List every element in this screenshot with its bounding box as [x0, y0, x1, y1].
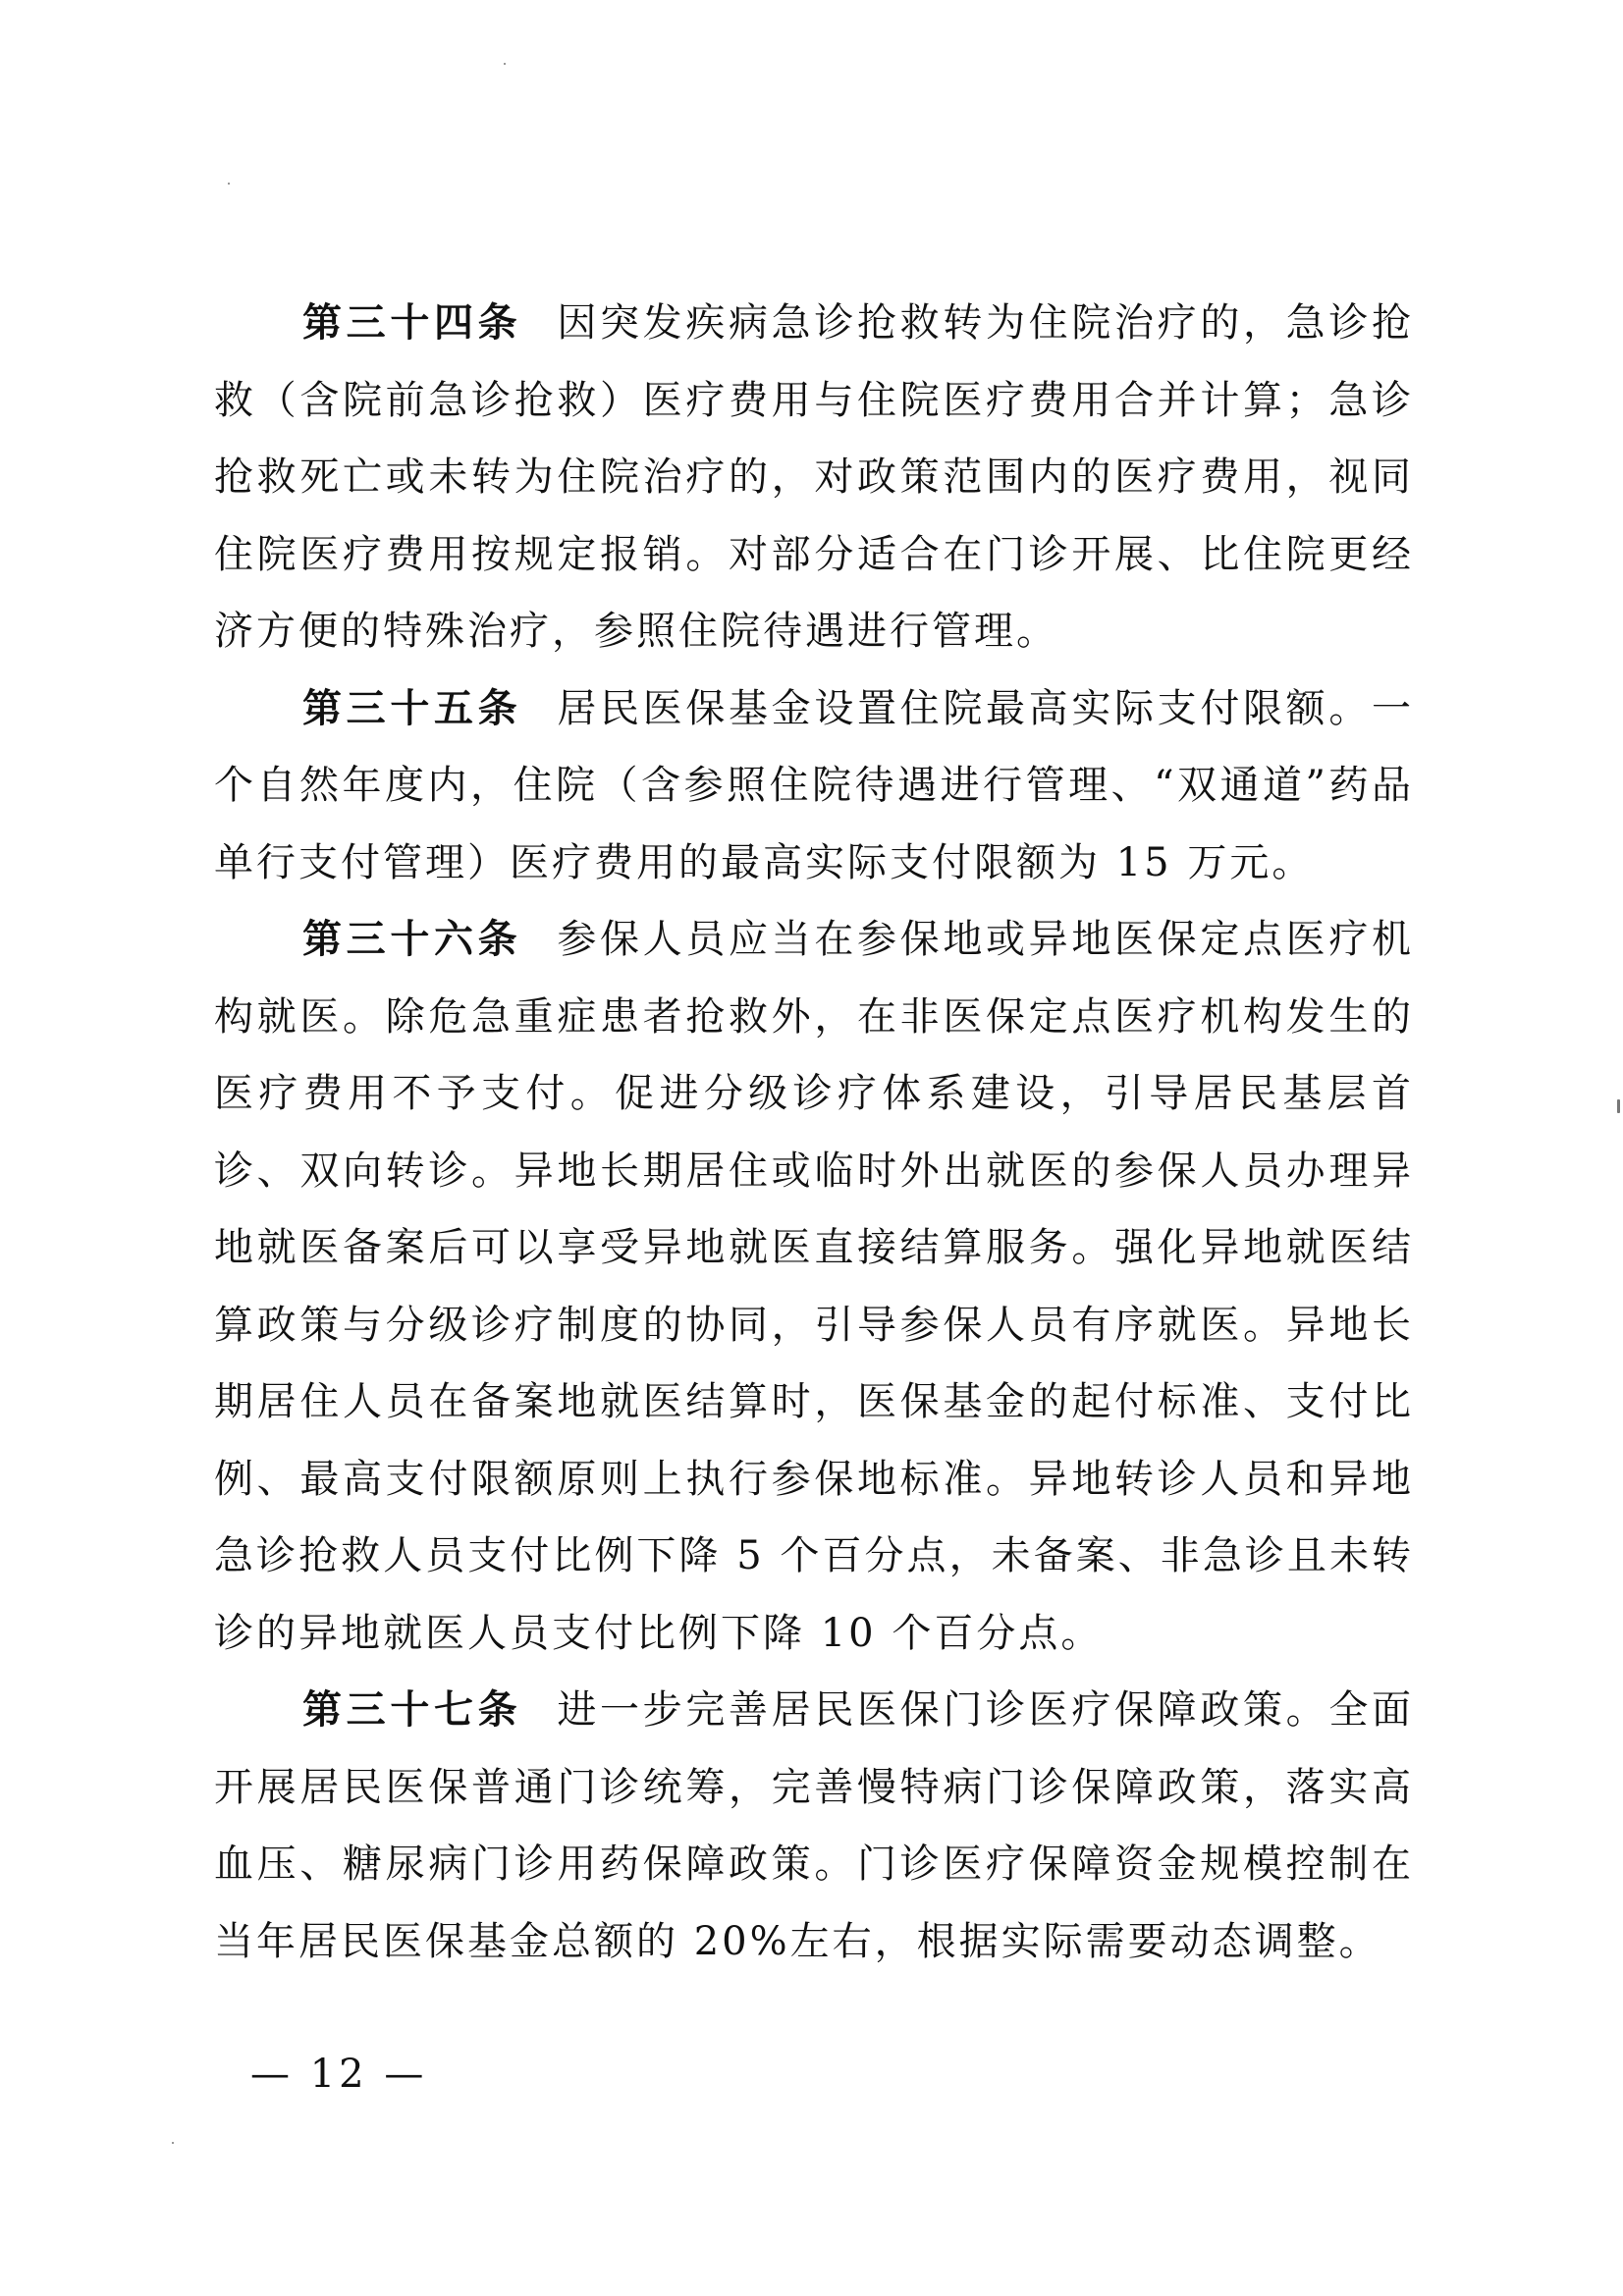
- article-37: [214, 1672, 1414, 1980]
- scan-speck: [172, 2142, 174, 2144]
- article-number: 第三十四条: [302, 300, 522, 346]
- article-number: 第三十七条: [302, 1687, 522, 1733]
- article-number: 第三十六条: [302, 917, 522, 962]
- article-34: [214, 285, 1414, 670]
- article-number: 第三十五条: [302, 685, 522, 731]
- article-text: 居民医保基金设置住院最高实际支付限额。一个自然年度内，住院（含参照住院待遇进行管理、“双通道”药品单行支付管理）医疗费用的最高实际支付限额为 15 万元。: [214, 685, 1415, 885]
- scan-speck: [1617, 1099, 1620, 1113]
- article-text: 参保人员应当在参保地或异地医保定点医疗机构就医。除危急重症患者抢救外，在非医保定点医疗机构发生的医疗费用不予支付。促进分级诊疗体系建设，引导居民基层首诊、双向转诊。异地长期居住或临时外出就医的参保人员办理异地就医备案后可以享受异地就医直接结算服务。强化异地就医结算政策与分级诊疗制度的协同，引导参保人员有序就医。异地长期居住人员在备案地就医结算时，医保基金的起付标准、支付比例、最高支付限额原则上执行参保地标准。异地转诊人员和异地急诊抢救人员支付比例下降 5 个百分点，未备案、非急诊且未转诊的异地就医人员支付比例下降 10 个百分点。: [214, 917, 1415, 1656]
- article-35: [214, 670, 1414, 902]
- scan-speck: [228, 183, 230, 185]
- scan-speck: [504, 63, 506, 65]
- article-text: 进一步完善居民医保门诊医疗保障政策。全面开展居民医保普通门诊统筹，完善慢特病门诊保障政策，落实高血压、糖尿病门诊用药保障政策。门诊医疗保障资金规模控制在当年居民医保基金总额的 20%左右，根据实际需要动态调整。: [214, 1687, 1415, 1964]
- article-list: [214, 285, 1414, 1980]
- article-text: 因突发疾病急诊抢救转为住院治疗的，急诊抢救（含院前急诊抢救）医疗费用与住院医疗费用合并计算；急诊抢救死亡或未转为住院治疗的，对政策范围内的医疗费用，视同住院医疗费用按规定报销。对部分适合在门诊开展、比住院更经济方便的特殊治疗，参照住院待遇进行管理。: [214, 300, 1415, 654]
- page-number: — 12 —: [250, 2052, 428, 2097]
- article-36: [214, 901, 1414, 1672]
